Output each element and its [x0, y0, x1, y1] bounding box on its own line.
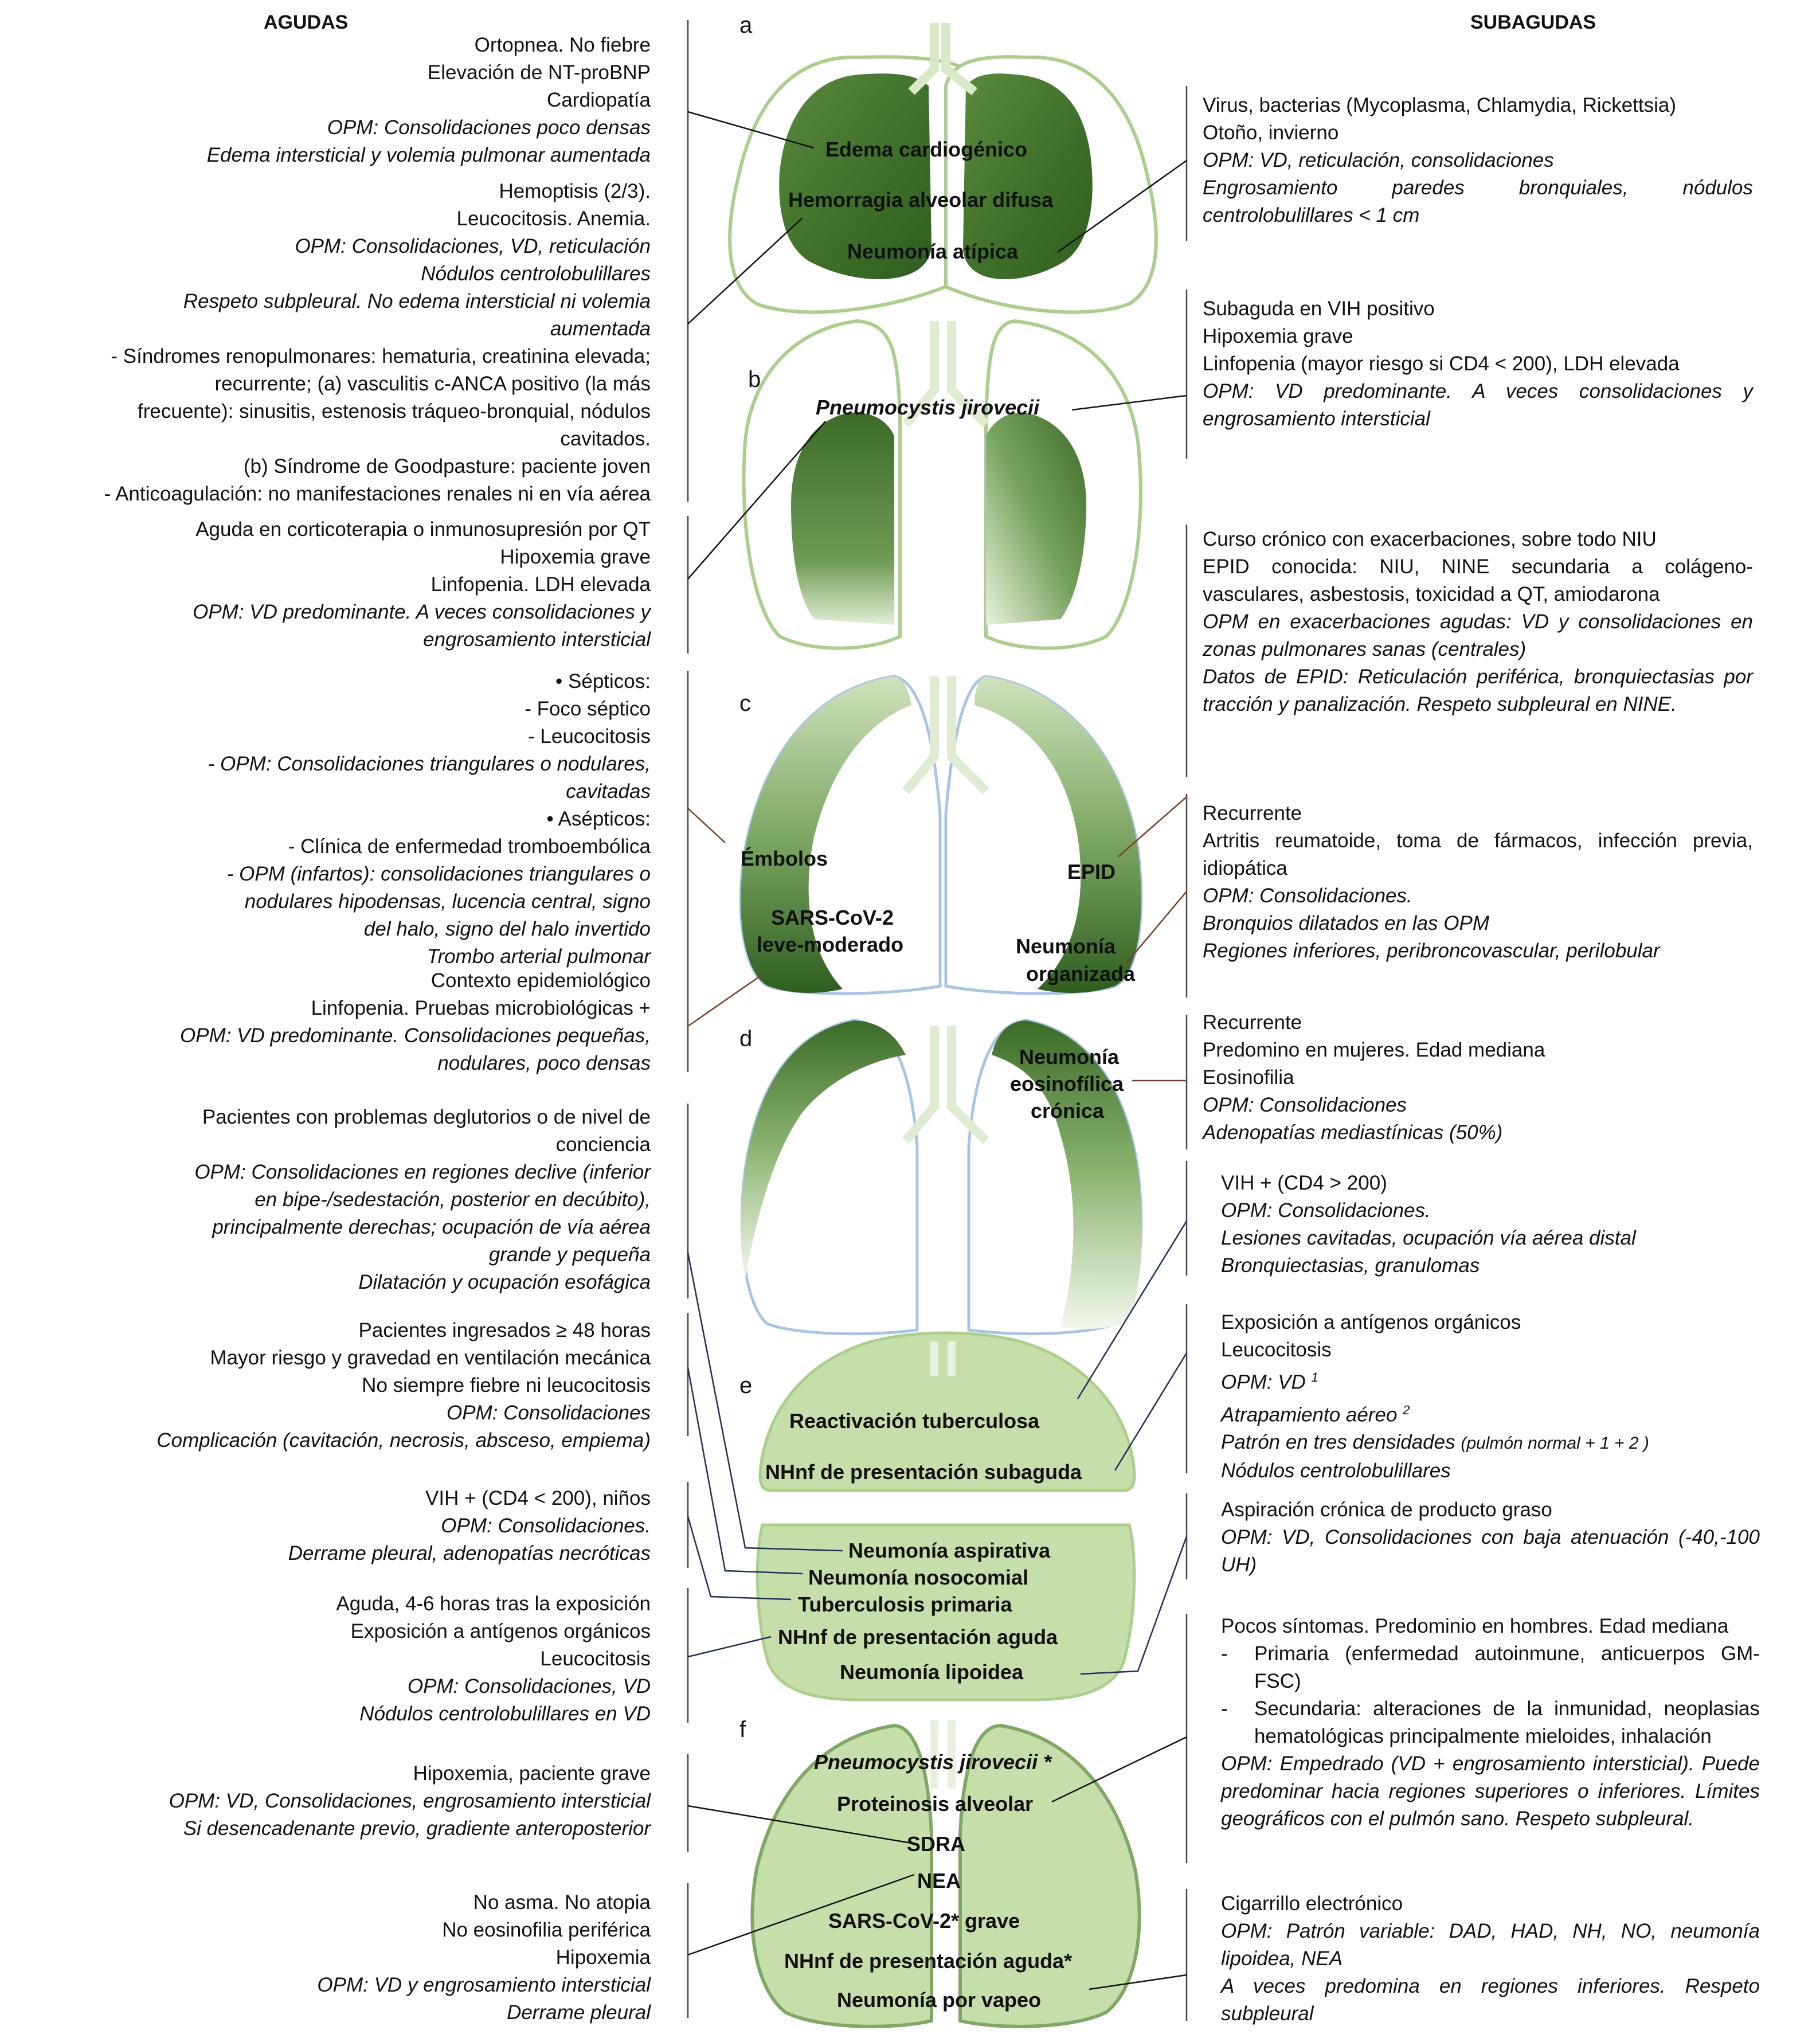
label-hemorragia-alveolar: Hemorragia alveolar difusa	[788, 188, 1054, 212]
label-nhnf-aguda: NHnf de presentación aguda	[778, 1625, 1058, 1649]
left-block-nhnf-aguda: Aguda, 4-6 horas tras la exposición Exposición a antígenos orgánicos Leucocitosis OPM: Consolidaciones, VD Nódulos centrolobulillares en VD	[336, 1593, 651, 1725]
right-block-lipoidea: Aspiración crónica de producto graso OPM: VD, Consolidaciones con baja atenuación (-40,-100 UH)	[1221, 1499, 1760, 1576]
label-organizada-1: Neumonía	[1016, 934, 1116, 958]
label-tbc-primaria: Tuberculosis primaria	[798, 1593, 1012, 1616]
right-block-atipica: Virus, bacterias (Mycoplasma, Chlamydia, Rickettsia) Otoño, invierno OPM: VD, reticulación, consolidaciones Engrosamiento paredes bronquiales, nódulos centrolobulillares < 1 cm	[1203, 94, 1753, 226]
right-block-proteinosis: Pocos síntomas. Predominio en hombres. Edad mediana - Primaria (enfermedad autoinmune, anticuerpos GM-FSC) - Secundaria: alteraciones de la inmunidad, neoplasias hematológicas principalmente mieloides, inhalación OPM: Empedrado (VD + engrosamiento intersticial). Puede predominar hacia regiones superiores o inferiores. Límites geográficos con el pulmón sano. Respeto subpleural.	[1221, 1615, 1760, 1830]
label-proteinosis: Proteinosis alveolar	[837, 1792, 1034, 1816]
panel-label-e: e	[739, 1373, 753, 1398]
label-embolos: Émbolos	[741, 847, 828, 870]
lung-b	[744, 321, 1141, 648]
label-nhnf-aguda-f: NHnf de presentación aguda*	[784, 1949, 1073, 1973]
label-reactivacion-tbc: Reactivación tuberculosa	[789, 1409, 1040, 1433]
label-neumonia-atipica: Neumonía atípica	[847, 240, 1019, 263]
label-neumonia-vapeo: Neumonía por vapeo	[837, 1988, 1042, 2012]
panel-label-d: d	[739, 1026, 753, 1051]
left-block-embolos: • Sépticos: - Foco séptico - Leucocitosis - OPM: Consolidaciones triangulares o nodulares, cavitadas • Asépticos: - Clínica de enfermedad tromboembólica - OPM (infartos): consolidaciones triangulares o nodulares hipodensas, lucencia central, signo del halo, signo del halo invertido Trombo arterial pulmonar	[208, 670, 651, 968]
label-sdra: SDRA	[907, 1832, 966, 1856]
left-block-nosocomial: Pacientes ingresados ≥ 48 horas Mayor riesgo y gravedad en ventilación mecánica No siempre fiebre ni leucocitosis OPM: Consolidaciones Complicación (cavitación, necrosis, absceso, empiema)	[156, 1319, 651, 1452]
header-agudas: AGUDAS	[264, 11, 349, 33]
label-eosinofilica-2: eosinofílica	[1010, 1072, 1124, 1096]
label-pneumocystis-f: Pneumocystis jirovecii *	[814, 1750, 1052, 1774]
right-block-eosinofilica: Recurrente Predomino en mujeres. Edad mediana Eosinofilia OPM: Consolidaciones Adenopatías mediastínicas (50%)	[1203, 1011, 1545, 1144]
left-block-hemorragia: Hemoptisis (2/3). Leucocitosis. Anemia. OPM: Consolidaciones, VD, reticulación Nódulos centrolobulillares Respeto subpleural. No edema intersticial ni volemia aumentada - Síndromes renopulmonares: hematuria, creatinina elevada; recurrente; (a) vasculitis c-ANCA positivo (la más frecuente): sinusitis, estenosis tráqueo-bronquial, nódulos cavitados. (b) Síndrome de Goodpasture: paciente joven - Anticoagulación: no manifestaciones renales ni en vía aérea	[104, 180, 651, 505]
left-block-pneumocystis: Aguda en corticoterapia o inmunosupresión por QT Hipoxemia grave Linfopenia. LDH elevada OPM: VD predominante. A veces consolidaciones y engrosamiento intersticial	[193, 518, 651, 651]
label-neumonia-nosocomial: Neumonía nosocomial	[808, 1566, 1029, 1589]
right-block-vapeo: Cigarrillo electrónico OPM: Patrón variable: DAD, HAD, NH, NO, neumonía lipoidea, NEA A veces predomina en regiones inferiores. Respeto subpleural	[1221, 1892, 1760, 2025]
left-block-sdra: Hipoxemia, paciente grave OPM: VD, Consolidaciones, engrosamiento intersticial Si desencadenante previo, gradiente anteroposterior	[169, 1762, 651, 1840]
panel-label-c: c	[739, 691, 751, 716]
right-block-pneumocystis: Subaguda en VIH positivo Hipoxemia grave Linfopenia (mayor riesgo si CD4 < 200), LDH elevada OPM: VD predominante. A veces consolidaciones y engrosamiento intersticial	[1203, 298, 1753, 430]
left-block-sars: Contexto epidemiológico Linfopenia. Pruebas microbiológicas + OPM: VD predominante. Consolidaciones pequeñas, nodulares, poco densas	[179, 969, 651, 1074]
label-eosinofilica-3: crónica	[1031, 1099, 1105, 1122]
left-block-edema: Ortopnea. No fiebre Elevación de NT-proBNP Cardiopatía OPM: Consolidaciones poco densas Edema intersticial y volemia pulmonar aumentada	[206, 34, 651, 166]
label-sars-leve-1: SARS-CoV-2	[771, 906, 894, 929]
left-block-tbc-primaria: VIH + (CD4 < 200), niños OPM: Consolidaciones. Derrame pleural, adenopatías necróticas	[288, 1487, 651, 1564]
lung-a	[730, 23, 1156, 312]
label-nea: NEA	[917, 1869, 961, 1892]
label-pneumocystis: Pneumocystis jirovecii	[816, 396, 1040, 419]
panel-label-a: a	[739, 13, 753, 38]
right-block-tbc-reactivacion: VIH + (CD4 > 200) OPM: Consolidaciones. Lesiones cavitadas, ocupación vía aérea distal Bronquiectasias, granulomas	[1221, 1172, 1636, 1277]
panel-label-f: f	[739, 1717, 746, 1742]
right-block-organizada: Recurrente Artritis reumatoide, toma de fármacos, infección previa, idiopática OPM: Consolidaciones. Bronquios dilatados en las OPM Regiones inferiores, peribroncovascular, perilobular	[1203, 802, 1753, 962]
left-block-nea: No asma. No atopia No eosinofilia periférica Hipoxemia OPM: VD y engrosamiento intersticial Derrame pleural	[317, 1891, 651, 2024]
label-sars-leve-2: leve-moderado	[757, 933, 904, 956]
label-nhnf-subaguda: NHnf de presentación subaguda	[765, 1460, 1082, 1484]
panel-label-b: b	[748, 367, 761, 392]
right-block-epid: Curso crónico con exacerbaciones, sobre todo NIU EPID conocida: NIU, NINE secundaria a colágeno-vasculares, asbestosis, toxicidad a QT, amiodarona OPM en exacerbaciones agudas: VD y consolidaciones en zonas pulmonares sanas (centrales) Datos de EPID: Reticulación periférica, bronquiectasias por tracción y panalización. Respeto subpleural en NINE.	[1203, 528, 1753, 715]
label-epid: EPID	[1067, 860, 1116, 883]
label-organizada-2: organizada	[1026, 962, 1136, 985]
label-sars-grave: SARS-CoV-2* grave	[828, 1909, 1020, 1933]
label-eosinofilica-1: Neumonía	[1019, 1045, 1120, 1069]
label-edema-cardiogenico: Edema cardiogénico	[825, 138, 1028, 161]
header-subagudas: SUBAGUDAS	[1470, 11, 1596, 33]
left-block-aspirativa: Pacientes con problemas deglutorios o de nivel de conciencia OPM: Consolidaciones en regiones declive (inferior en bipe-/sedestación, posterior en decúbito), principalmente derechas; ocupación de vía aérea grande y pequeña Dilatación y ocupación esofágica	[194, 1106, 651, 1293]
label-neumonia-lipoidea: Neumonía lipoidea	[840, 1660, 1024, 1684]
label-neumonia-aspirativa: Neumonía aspirativa	[848, 1539, 1051, 1562]
right-block-nhnf-subaguda: Exposición a antígenos orgánicos Leucocitosis OPM: VD $^1$ Atrapamiento aéreo $^2$ Patrón en tres densidades (pulmón normal + 1 + 2 ) Nódulos centrolobulillares	[1221, 1311, 1649, 1483]
